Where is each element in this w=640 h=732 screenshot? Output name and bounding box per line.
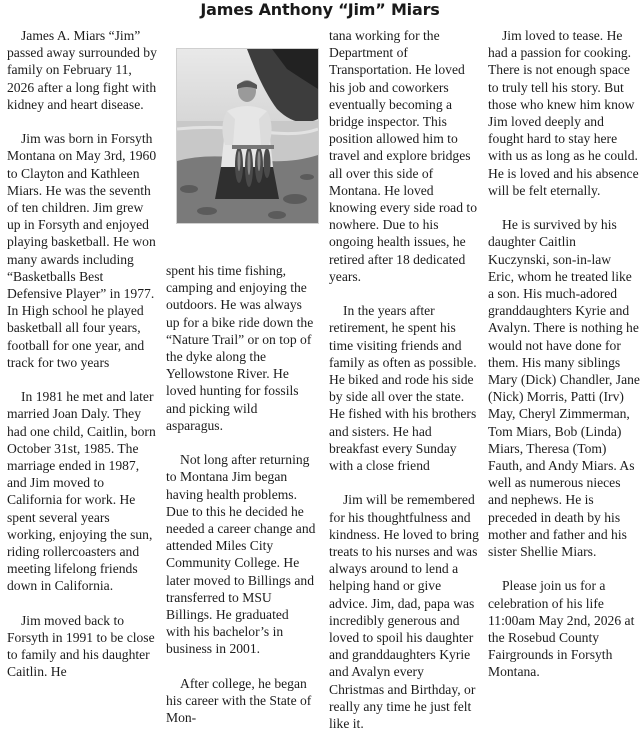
portrait-photo-icon (177, 49, 318, 223)
paragraph: spent his time fishing, camping and enjoying the outdoors. He was always up for a bike ride down the “Nature Trail” or on top of the dyke along the Yellowstone River. He loved hunting for fossils and picking wild asparagus. (166, 263, 314, 433)
paragraph: Jim moved back to Forsyth in 1991 to be close to family and his daughter Caitlin. He (7, 612, 155, 680)
obituary-title: James Anthony “Jim” Miars (200, 0, 440, 19)
paragraph: Jim was born in Forsyth Montana on May 3rd, 1960 to Clayton and Kathleen Miars. He was the seventh of ten children. Jim grew up in Forsyth and enjoyed playing basketball. He won many awards including “Basketballs Best Defensive Player” in 1977. In High school he played basketball all four years, football for one year, and track for two years (7, 131, 157, 370)
paragraph: tana working for the Department of Transportation. He loved his job and coworkers eventually becoming a bridge inspector. This position allowed him to travel and explore bridges all over this side of Montana. He loved knowing every side road to nowhere. Due to his ongoing health issues, he retired after 18 dedicated years. (329, 28, 477, 284)
text-column-1 (7, 27, 157, 681)
paragraph: He is survived by his daughter Caitlin Kuczynski, son-in-law Eric, whom he treated like a son. His much-adored granddaughters Kyrie and Avalyn. There is nothing he would not have done for them. His many siblings Mary (Dick) Chandler, Jane (Nick) Morris, Patti (Irv) May, Cheryl Zimmerman, Tom Miars, Bob (Linda) Miars, Theresa (Tom) Fauth, and Andy Miars. As well as numerous nieces and nephews. He is preceded in death by his mother and father and his sister Shellie Miars. (488, 217, 640, 560)
text-column-4 (488, 27, 640, 681)
paragraph: James A. Miars “Jim” passed away surrounded by family on February 11, 2026 after a long fight with kidney and heart disease. (7, 28, 157, 112)
portrait-photo (176, 48, 319, 224)
paragraph: Jim will be remembered for his thoughtfulness and kindness. He loved to bring treats to his nurses and was always around to lend a helping hand or give advice. Jim, dad, papa was incredibly generous and loved to spoil his daughter and granddaughters Kyrie and Avalyn every Christmas and Birthday, or really any time he just felt like it. (329, 492, 479, 732)
text-column-3 (329, 27, 481, 732)
paragraph: Please join us for a celebration of his life 11:00am May 2nd, 2026 at the Rosebud County Fairgrounds in Forsyth Montana. (488, 578, 635, 680)
paragraph: In the years after retirement, he spent his time visiting friends and family as often as possible. He biked and rode his side by side all over the state. He fished with his brothers and sisters. He had breakfast every Sunday with a close friend (329, 303, 477, 474)
paragraph: Jim loved to tease. He had a passion for cooking. There is not enough space to truly tell his story. But those who knew him know Jim loved deeply and fought hard to stay here with us as long as he could. He is loved and his absence will be felt eternally. (488, 28, 639, 198)
paragraph: After college, he began his career with the State of Mon- (166, 675, 312, 726)
text-column-2 (166, 262, 316, 726)
paragraph: In 1981 he met and later married Joan Daly. They had one child, Caitlin, born October 31st, 1985. The marriage ended in 1987, and Jim moved to California for work. He spent several years working, enjoying the sun, riding rollercoasters and meeting lifelong friends down in California. (7, 389, 156, 594)
paragraph: Not long after returning to Montana Jim began having health problems. Due to this he decided he needed a career change and attended Miles City Community College. He later moved to Billings and transferred to MSU Billings. He graduated with his bachelor’s in business in 2001. (166, 452, 316, 657)
